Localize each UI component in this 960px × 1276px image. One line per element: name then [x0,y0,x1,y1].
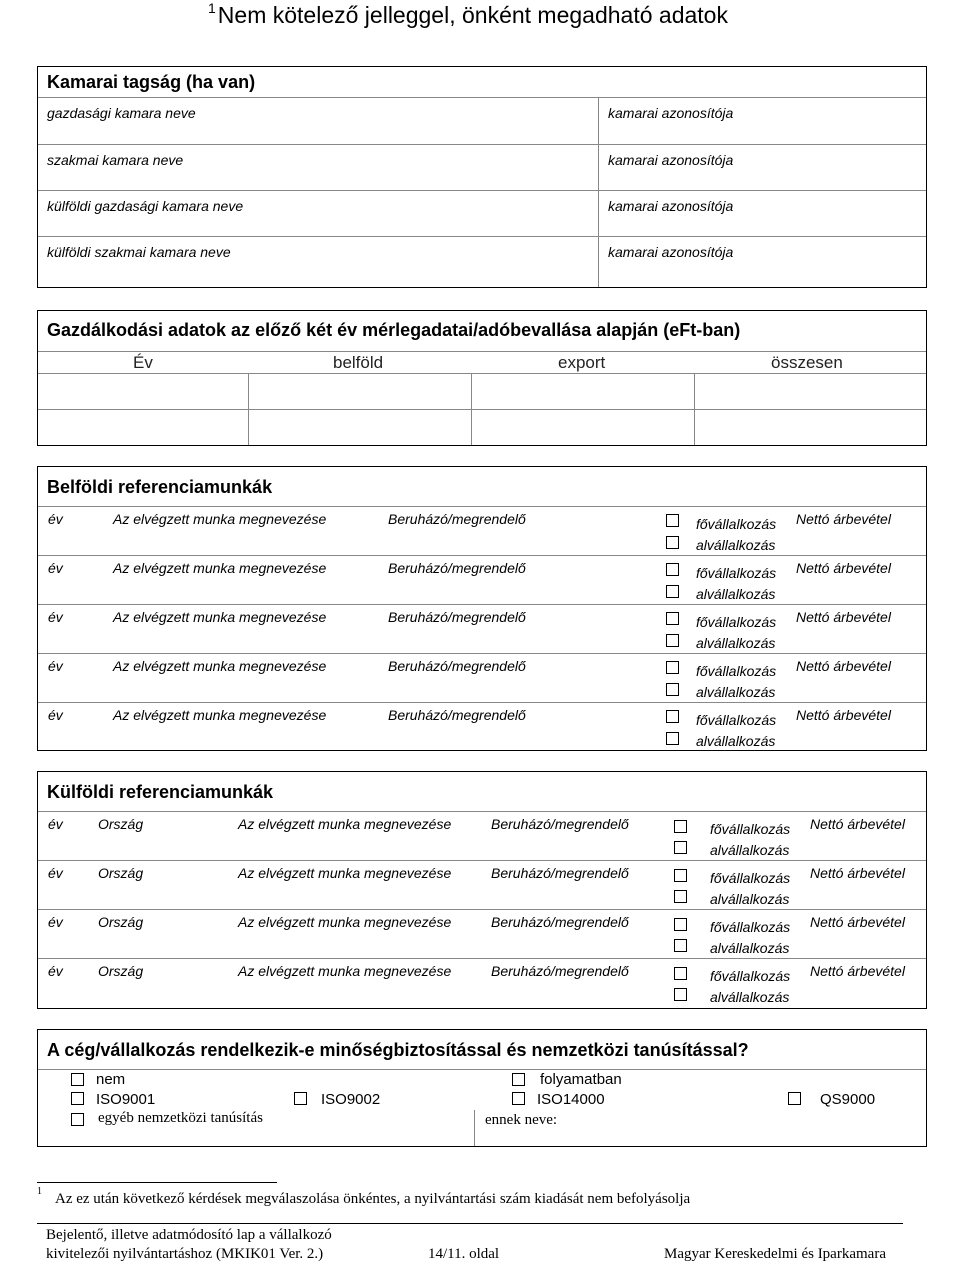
subcontract-checkbox[interactable] [666,634,679,647]
net-revenue-field[interactable]: Nettó árbevétel [810,865,905,881]
footer-form-name-line2: kivitelezői nyilvántartáshoz (MKIK01 Ver. 2.) [46,1246,324,1262]
net-revenue-field[interactable]: Nettó árbevétel [796,609,891,625]
client-field[interactable]: Beruházó/megrendelő [491,963,629,979]
chamber-name-field[interactable]: külföldi szakmai kamara neve [47,244,231,260]
country-field[interactable]: Ország [98,816,144,832]
main-contract-checkbox[interactable] [674,918,687,931]
quality-section [37,1029,927,1147]
work-name-field[interactable]: Az elvégzett munka megnevezése [113,511,327,527]
main-contract-checkbox[interactable] [674,820,687,833]
divider [598,97,599,287]
client-field[interactable]: Beruházó/megrendelő [388,511,526,527]
main-contract-checkbox[interactable] [666,710,679,723]
client-field[interactable]: Beruházó/megrendelő [388,707,526,723]
net-revenue-field[interactable]: Nettó árbevétel [810,816,905,832]
subcontract-checkbox[interactable] [674,890,687,903]
year-field[interactable]: év [48,707,63,723]
divider [38,236,926,237]
subcontract-label: alvállalkozás [696,733,776,749]
divider [38,958,926,959]
client-field[interactable]: Beruházó/megrendelő [491,914,629,930]
subcontract-checkbox[interactable] [666,585,679,598]
work-name-field[interactable]: Az elvégzett munka megnevezése [113,560,327,576]
main-contract-label: fővállalkozás [696,712,777,728]
folyamatban-checkbox[interactable] [512,1073,525,1086]
work-name-field[interactable]: Az elvégzett munka megnevezése [238,816,452,832]
work-name-field[interactable]: Az elvégzett munka megnevezése [238,914,452,930]
year-field[interactable]: év [48,511,63,527]
subcontract-label: alvállalkozás [710,989,790,1005]
divider [38,190,926,191]
main-contract-checkbox[interactable] [666,514,679,527]
client-field[interactable]: Beruházó/megrendelő [491,865,629,881]
divider [38,506,926,507]
column-header-year: Év [133,353,153,372]
main-contract-label: fővállalkozás [710,968,791,984]
year-field[interactable]: év [48,914,63,930]
subcontract-label: alvállalkozás [710,842,790,858]
foreign-title: Külföldi referenciamunkák [47,782,274,802]
divider [38,373,926,374]
main-contract-checkbox[interactable] [666,563,679,576]
net-revenue-field[interactable]: Nettó árbevétel [810,914,905,930]
net-revenue-field[interactable]: Nettó árbevétel [796,658,891,674]
country-field[interactable]: Ország [98,914,144,930]
footnote-separator [37,1182,277,1183]
main-contract-label: fővállalkozás [710,919,791,935]
chamber-name-field[interactable]: külföldi gazdasági kamara neve [47,198,244,214]
footer-organization: Magyar Kereskedelmi és Iparkamara [664,1246,886,1262]
divider [474,1110,475,1146]
footer-page-number: 14/11. oldal [428,1246,500,1262]
divider [38,860,926,861]
qs9000-checkbox[interactable] [788,1092,801,1105]
divider [38,97,926,98]
year-field[interactable]: év [48,816,63,832]
footnote-mark: 1 [208,0,216,16]
net-revenue-field[interactable]: Nettó árbevétel [810,963,905,979]
divider [38,351,926,352]
certification-name-field[interactable]: ennek neve: [485,1112,558,1128]
year-field[interactable]: év [48,609,63,625]
chamber-name-field[interactable]: gazdasági kamara neve [47,105,196,121]
domestic-title: Belföldi referenciamunkák [47,477,273,497]
subcontract-label: alvállalkozás [696,537,776,553]
main-contract-checkbox[interactable] [674,967,687,980]
subcontract-checkbox[interactable] [666,732,679,745]
work-name-field[interactable]: Az elvégzett munka megnevezése [238,865,452,881]
quality-title: A cég/vállalkozás rendelkezik-e minőségbiztosítással és nemzetközi tanúsítással? [47,1040,749,1060]
subcontract-checkbox[interactable] [674,939,687,952]
nem-label: nem [96,1071,126,1088]
divider [694,373,695,445]
divider [38,811,926,812]
divider [38,409,926,410]
subcontract-checkbox[interactable] [674,841,687,854]
net-revenue-field[interactable]: Nettó árbevétel [796,707,891,723]
main-contract-label: fővállalkozás [696,663,777,679]
year-field[interactable]: év [48,560,63,576]
iso9001-checkbox[interactable] [71,1092,84,1105]
subcontract-label: alvállalkozás [710,940,790,956]
page-title-text: Nem kötelező jelleggel, önként megadható adatok [217,2,728,28]
main-contract-label: fővállalkozás [696,516,777,532]
chamber-name-field[interactable]: szakmai kamara neve [47,152,184,168]
subcontract-label: alvállalkozás [696,586,776,602]
subcontract-label: alvállalkozás [710,891,790,907]
iso9002-label: ISO9002 [321,1091,381,1108]
subcontract-checkbox[interactable] [666,536,679,549]
divider [471,373,472,445]
country-field[interactable]: Ország [98,865,144,881]
iso9001-label: ISO9001 [96,1091,156,1108]
divider [38,1069,926,1070]
divider [38,653,926,654]
divider [38,909,926,910]
economic-section [37,310,927,446]
chamber-id-field[interactable]: kamarai azonosítója [608,244,734,260]
main-contract-label: fővállalkozás [696,565,777,581]
work-name-field[interactable]: Az elvégzett munka megnevezése [113,609,327,625]
folyamatban-label: folyamatban [540,1071,622,1088]
main-contract-label: fővállalkozás [710,870,791,886]
other-certification-label: egyéb nemzetközi tanúsítás [98,1110,263,1126]
client-field[interactable]: Beruházó/megrendelő [388,658,526,674]
column-header-export: export [558,353,606,372]
footer-separator [37,1223,903,1224]
iso14000-label: ISO14000 [537,1091,605,1108]
main-contract-checkbox[interactable] [666,661,679,674]
divider [38,555,926,556]
nem-checkbox[interactable] [71,1073,84,1086]
divider [248,373,249,445]
other-certification-checkbox[interactable] [71,1113,84,1126]
chamber-id-field[interactable]: kamarai azonosítója [608,105,734,121]
year-field[interactable]: év [48,865,63,881]
client-field[interactable]: Beruházó/megrendelő [388,609,526,625]
main-contract-label: fővállalkozás [710,821,791,837]
client-field[interactable]: Beruházó/megrendelő [491,816,629,832]
year-field[interactable]: év [48,963,63,979]
country-field[interactable]: Ország [98,963,144,979]
main-contract-checkbox[interactable] [674,869,687,882]
main-contract-label: fővállalkozás [696,614,777,630]
foreign-section [37,771,927,1009]
subcontract-label: alvállalkozás [696,684,776,700]
footnote-number: 1 [37,1186,42,1197]
page-title [208,2,728,29]
net-revenue-field[interactable]: Nettó árbevétel [796,560,891,576]
footer-form-name-line1: Bejelentő, illetve adatmódosító lap a vállalkozó [46,1227,332,1243]
domestic-section [37,466,927,751]
subcontract-checkbox[interactable] [674,988,687,1001]
divider [38,604,926,605]
work-name-field[interactable]: Az elvégzett munka megnevezése [238,963,452,979]
work-name-field[interactable]: Az elvégzett munka megnevezése [113,707,327,723]
client-field[interactable]: Beruházó/megrendelő [388,560,526,576]
column-header-domestic: belföld [333,353,384,372]
subcontract-checkbox[interactable] [666,683,679,696]
divider [38,702,926,703]
chamber-section [37,66,927,288]
chamber-id-field[interactable]: kamarai azonosítója [608,152,734,168]
subcontract-label: alvállalkozás [696,635,776,651]
iso14000-checkbox[interactable] [512,1092,525,1105]
work-name-field[interactable]: Az elvégzett munka megnevezése [113,658,327,674]
chamber-title: Kamarai tagság (ha van) [47,72,256,92]
net-revenue-field[interactable]: Nettó árbevétel [796,511,891,527]
chamber-id-field[interactable]: kamarai azonosítója [608,198,734,214]
divider [38,144,926,145]
qs9000-label: QS9000 [820,1091,876,1108]
iso9002-checkbox[interactable] [294,1092,307,1105]
footnote-text: Az ez után következő kérdések megválaszolása önkéntes, a nyilvántartási szám kiadását nem befolyásolja [55,1191,691,1207]
main-contract-checkbox[interactable] [666,612,679,625]
column-header-total: összesen [771,353,843,372]
economic-title: Gazdálkodási adatok az előző két év mérlegadatai/adóbevallása alapján (eFt-ban) [47,320,741,340]
year-field[interactable]: év [48,658,63,674]
